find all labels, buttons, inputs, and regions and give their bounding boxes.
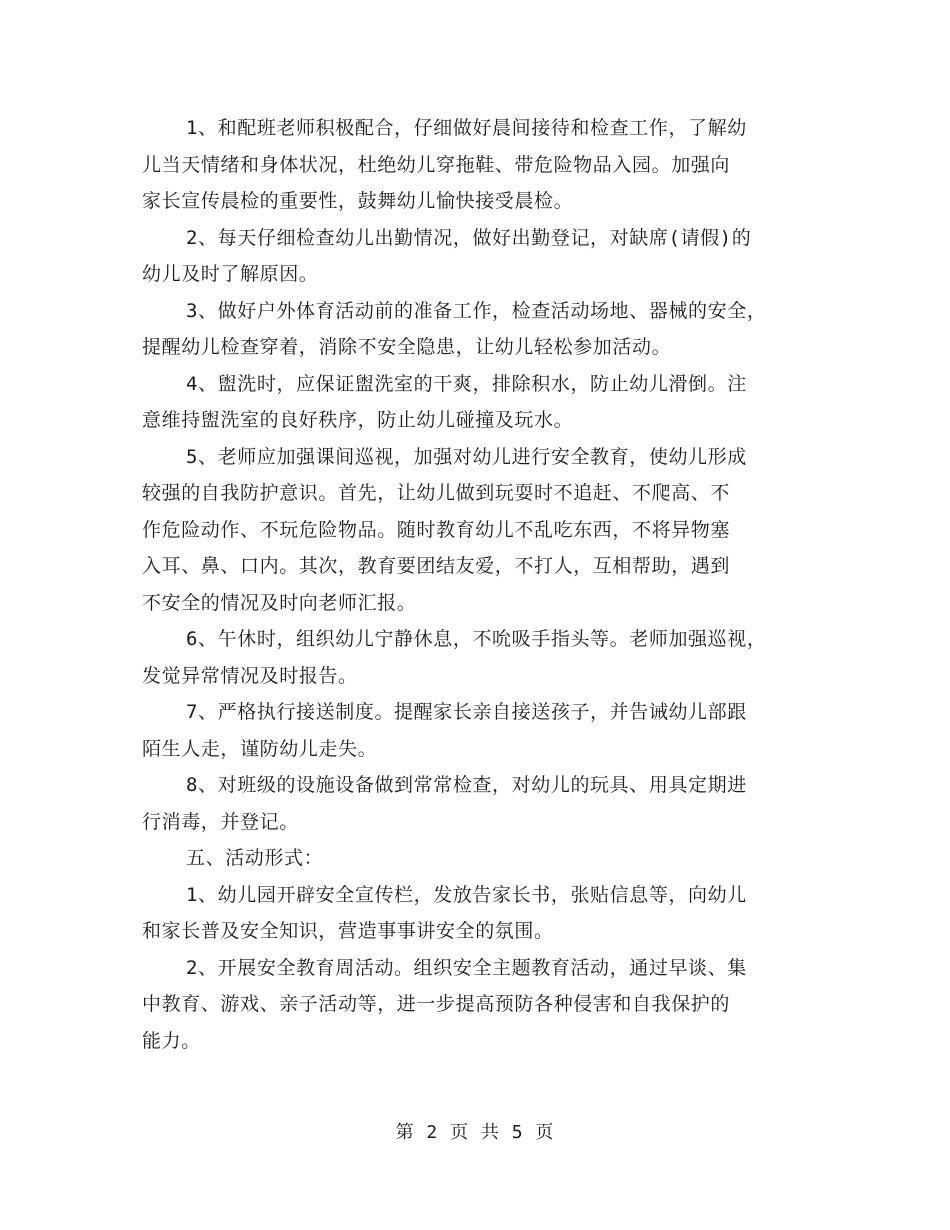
paragraph [142,621,822,694]
text-line: 入耳、鼻、口内。其次，教育要团结友爱，不打人，互相帮助，遇到 [142,555,731,577]
text-line: 家长宣传晨检的重要性，鼓舞幼儿愉快接受晨检。 [142,190,574,212]
text-line: 2、每天仔细检查幼儿出勤情况，做好出勤登记，对缺席(请假)的 [186,226,752,249]
paragraph [142,877,822,950]
text-line: 2、开展安全教育周活动。组织安全主题教育活动，通过早谈、集 [186,956,747,979]
text-line: 发觉异常情况及时报告。 [142,664,358,687]
text-line: 提醒幼儿检查穿着，消除不安全隐患，让幼儿轻松参加活动。 [142,336,672,358]
text-line: 4、盥洗时，应保证盥洗室的干爽，排除积水，防止幼儿滑倒。注 [186,372,747,395]
paragraph [142,694,822,767]
text-line: 5、老师应加强课间巡视，加强对幼儿进行安全教育，使幼儿形成 [186,445,747,468]
text-line: 1、和配班老师积极配合，仔细做好晨间接待和检查工作，了解幼 [186,117,747,139]
paragraph [142,366,822,439]
text-line: 能力。 [142,1029,201,1052]
text-line: 作危险动作、不玩危险物品。随时教育幼儿不乱吃东西，不将异物塞 [142,518,731,541]
text-line: 1、幼儿园开辟安全宣传栏，发放告家长书，张贴信息等，向幼儿 [186,883,747,906]
text-line: 不安全的情况及时向老师汇报。 [142,591,417,614]
text-line: 中教育、游戏、亲子活动等，进一步提高预防各种侵害和自我保护的 [142,993,731,1015]
paragraph [142,439,822,622]
text-line: 和家长普及安全知识，营造事事讲安全的氛围。 [142,920,554,942]
text-line: 6、午休时，组织幼儿宁静休息，不吮吸手指头等。老师加强巡视， [186,628,767,650]
text-line: 意维持盥洗室的良好秩序，防止幼儿碰撞及玩水。 [142,409,574,431]
text-line: 8、对班级的设施设备做到常常检查，对幼儿的玩具、用具定期进 [186,774,747,796]
page-number: 第 2 页 共 5 页 [395,1122,555,1143]
text-line: 陌生人走，谨防幼儿走失。 [142,737,378,760]
text-line: 幼儿及时了解原因。 [142,263,319,285]
text-line: 行消毒，并登记。 [142,810,299,833]
text-line: 3、做好户外体育活动前的准备工作，检查活动场地、器械的安全， [186,299,767,322]
document-body [142,110,822,1059]
paragraph [142,220,822,293]
text-line: 五、活动形式： [186,847,324,869]
section-heading [142,840,822,877]
paragraph [142,767,822,840]
paragraph [142,293,822,366]
text-line: 较强的自我防护意识。首先，让幼儿做到玩耍时不追赶、不爬高、不 [142,482,731,504]
paragraph [142,950,822,1060]
text-line: 儿当天情绪和身体状况，杜绝幼儿穿拖鞋、带危险物品入园。加强向 [142,153,731,176]
paragraph [142,110,822,220]
text-line: 7、严格执行接送制度。提醒家长亲自接送孩子，并告诫幼儿部跟 [186,701,747,723]
